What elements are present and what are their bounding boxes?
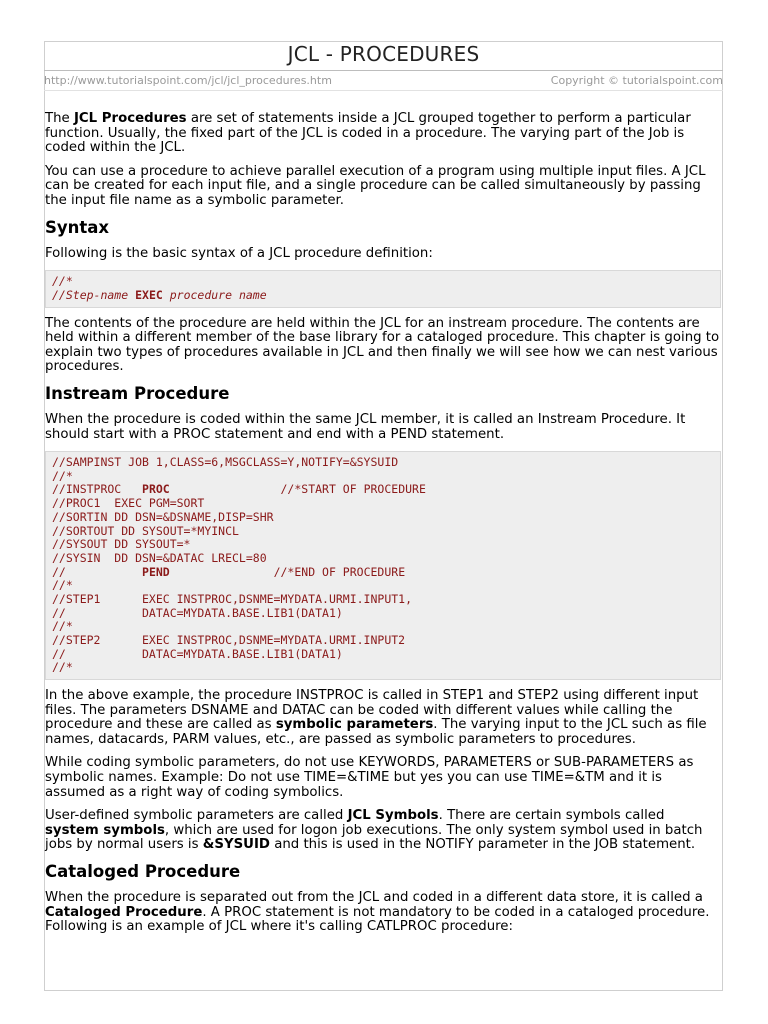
code-line: //SYSOUT DD SYSOUT=* xyxy=(52,537,191,552)
syntax-paragraph-2: The contents of the procedure are held within the JCL for an instream procedure. The contents are held within a different member of the base library for a cataloged procedure. This chapter is going to explain two types of procedures available in JCL and then finally we will see how we can nest various procedures. xyxy=(45,315,720,375)
code-line: //* xyxy=(52,274,73,289)
instream-paragraph-3: While coding symbolic parameters, do not use KEYWORDS, PARAMETERS or SUB-PARAMETERS as symbolic names. Example: Do not use TIME=&TIME but yes you can use TIME=&TM and it is assumed as a right way of coding symbolics. xyxy=(45,755,694,800)
page-title: JCL - PROCEDURES xyxy=(287,42,480,66)
code-line: //* xyxy=(52,660,73,675)
code-line: //SYSIN DD DSN=&DATAC LRECL=80 xyxy=(52,550,267,565)
intro-paragraph-2: You can use a procedure to achieve parallel execution of a program using multiple input files. A JCL can be created for each input file, and a single procedure can be called simultaneously by passing the input file name as a symbolic parameter. xyxy=(45,163,706,208)
header-divider xyxy=(44,70,723,71)
term-system-symbols: system symbols xyxy=(45,822,165,838)
code-line: //STEP1 EXEC INSTPROC,DSNME=MYDATA.URMI.INPUT1, xyxy=(52,591,413,606)
term-symbolic-parameters: symbolic parameters xyxy=(275,717,434,733)
code-line: //Step-name EXEC procedure name xyxy=(52,287,267,302)
syntax-paragraph-1: Following is the basic syntax of a JCL procedure definition: xyxy=(45,245,433,261)
code-line: //SORTIN DD DSN=&DSNAME,DISP=SHR xyxy=(52,509,274,524)
source-url: http://www.tutorialspoint.com/jcl/jcl_procedures.htm xyxy=(44,74,332,87)
instream-heading: Instream Procedure xyxy=(45,383,230,403)
cataloged-heading: Cataloged Procedure xyxy=(45,862,241,882)
instream-code-block xyxy=(45,451,721,680)
code-line: //* xyxy=(52,468,73,483)
code-line: //SAMPINST JOB 1,CLASS=6,MSGCLASS=Y,NOTIFY=&SYSUID xyxy=(52,455,399,470)
copyright-notice: Copyright © tutorialspoint.com xyxy=(550,74,723,87)
code-line: // DATAC=MYDATA.BASE.LIB1(DATA1) xyxy=(52,605,343,620)
term-jcl-symbols: JCL Symbols xyxy=(347,808,439,824)
syntax-code-block xyxy=(45,270,721,307)
term-cataloged-procedure: Cataloged Procedure xyxy=(45,904,203,920)
code-line: //INSTPROC PROC //*START OF PROCEDURE xyxy=(52,482,426,497)
code-line: //PROC1 EXEC PGM=SORT xyxy=(52,496,205,511)
term-sysuid: &SYSUID xyxy=(202,837,270,853)
instream-paragraph-1: When the procedure is coded within the same JCL member, it is called an Instream Procedure. It should start with a PROC statement and end with a PEND statement. xyxy=(45,411,686,442)
code-line: //STEP2 EXEC INSTPROC,DSNME=MYDATA.URMI.INPUT2 xyxy=(52,633,406,648)
instream-paragraph-2: In the above example, the procedure INSTPROC is called in STEP1 and STEP2 using different input files. The parameters DSNAME and DATAC can be coded with different values while calling the procedure and these are called as symbolic parameters. The varying input to the JCL such as file names, datacards, PARM values, etc., are passed as symbolic parameters to procedures. xyxy=(45,688,707,747)
code-line: //SORTOUT DD SYSOUT=*MYINCL xyxy=(52,523,239,538)
code-line: //* xyxy=(52,619,73,634)
intro-paragraph-1: The JCL Procedures are set of statements inside a JCL grouped together to perform a particular function. Usually, the fixed part of the JCL is coded in a procedure. The varying part of the Job is coded within the JCL. xyxy=(45,111,691,156)
code-line: //* xyxy=(52,578,73,593)
code-line: // PEND //*END OF PROCEDURE xyxy=(52,564,406,579)
article-body xyxy=(45,112,721,944)
header-divider-lower xyxy=(44,90,723,91)
syntax-heading: Syntax xyxy=(45,217,110,237)
code-line: // DATAC=MYDATA.BASE.LIB1(DATA1) xyxy=(52,646,343,661)
cataloged-paragraph-1: When the procedure is separated out from the JCL and coded in a different data store, it is called a Cataloged Procedure. A PROC statement is not mandatory to be coded in a cataloged procedure. Following is an example of JCL where it's calling CATLPROC procedure: xyxy=(45,890,710,935)
term-jcl-procedures: JCL Procedures xyxy=(73,111,187,126)
instream-paragraph-4: User-defined symbolic parameters are called JCL Symbols. There are certain symbols called system symbols, which are used for logon job executions. The only system symbol used in batch jobs by normal users is &SYSUID and this is used in the NOTIFY parameter in the JOB statement. xyxy=(45,808,703,853)
